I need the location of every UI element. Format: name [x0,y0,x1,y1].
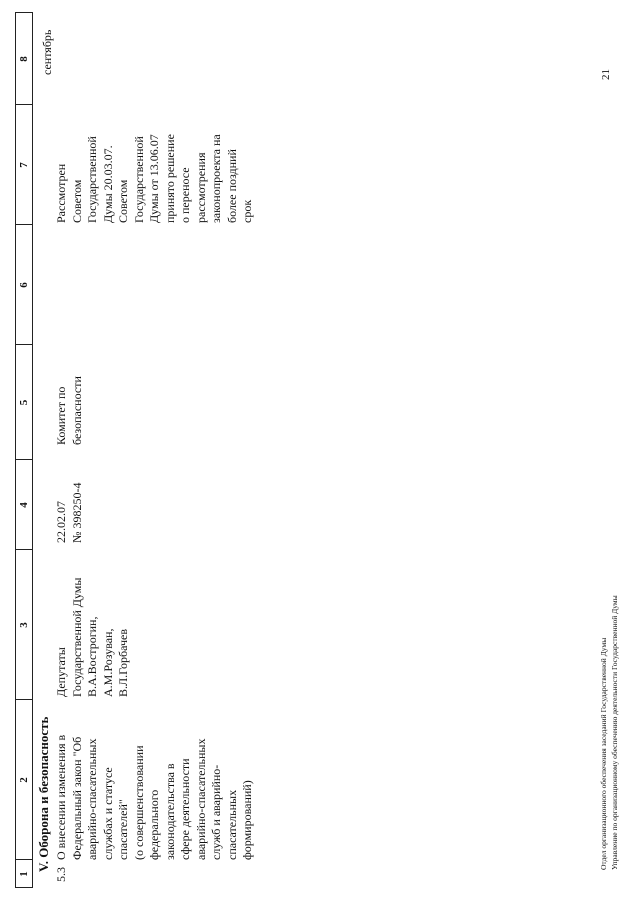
initiators-line: Государственной Думы [69,577,84,697]
status-line: Рассмотрен [54,163,68,223]
status-line: Государственной [131,136,146,223]
registration-date-number [54,483,85,543]
column-header-3: 3 [18,622,30,628]
status-line: рассмотрения [193,152,208,223]
row-number: 5.3 [54,867,68,882]
column-header-1: 1 [18,871,30,877]
bill-title-line: спасательных [224,789,239,860]
responsible-committee [54,376,85,445]
bill-title-line: формирований) [240,780,254,860]
status-line: законопроекта на [209,134,223,223]
column-header-2: 2 [18,777,30,783]
column-header-8: 8 [18,56,30,62]
bill-title-line: служб и аварийно- [209,764,223,860]
table-header-divider [32,12,33,888]
table-top-border [15,12,16,888]
column-header-7: 7 [18,162,30,168]
status-line: Государственной [85,136,99,223]
registration-date: 22.02.07 [54,501,68,543]
bill-title-line: аварийно-спасательных [85,738,99,860]
footer-line-1: Отдел организационного обеспечения заседаний Государственной Думы [599,637,608,870]
page-number: 21 [600,69,612,80]
initiators-line: А.М.Розуван, [100,628,115,697]
section-title: V. Оборона и безопасность [36,716,51,872]
bill-title-line: аварийно-спасательных [193,738,208,860]
status-line: срок [240,199,254,223]
bill-title [54,735,256,860]
bill-title-line: законодательства в [162,763,177,860]
consideration-status [54,134,256,223]
status-line: Советом [69,179,84,223]
bill-title-line: федерального [147,789,161,860]
initiators-line: Депутаты [54,647,68,697]
bill-title-line: сфере деятельности [178,758,192,860]
status-line: о переносе [178,167,192,223]
bill-title-line: (о совершенствовании [131,745,146,860]
initiators [54,578,132,697]
initiators-line: В.Л.Горбачев [116,628,130,697]
bill-title-line: Федеральный закон "Об [69,736,84,860]
bill-title-line: О внесении изменения в [54,734,68,860]
status-line: Думы от 13.06.07 [147,134,161,223]
status-line: принято решение [162,134,177,223]
initiators-line: В.А.Вострогин, [85,616,99,697]
status-line: более поздний [224,149,239,223]
status-line: Советом [116,179,130,223]
bill-title-line: спасателей" [116,799,130,860]
column-header-4: 4 [18,502,30,508]
page-footer [598,595,620,870]
registration-number: № 398250-4 [69,482,84,543]
planned-period: сентябрь [40,29,54,75]
footer-line-2: Управление по организационному обеспечению деятельности Государственной Думы [610,595,619,870]
committee-line: безопасности [69,376,84,445]
column-header-6: 6 [18,282,30,288]
committee-line: Комитет по [54,386,68,445]
column-header-5: 5 [18,399,30,406]
bill-title-line: службах и статусе [100,767,115,860]
status-line: Думы 20.03.07. [100,145,115,223]
